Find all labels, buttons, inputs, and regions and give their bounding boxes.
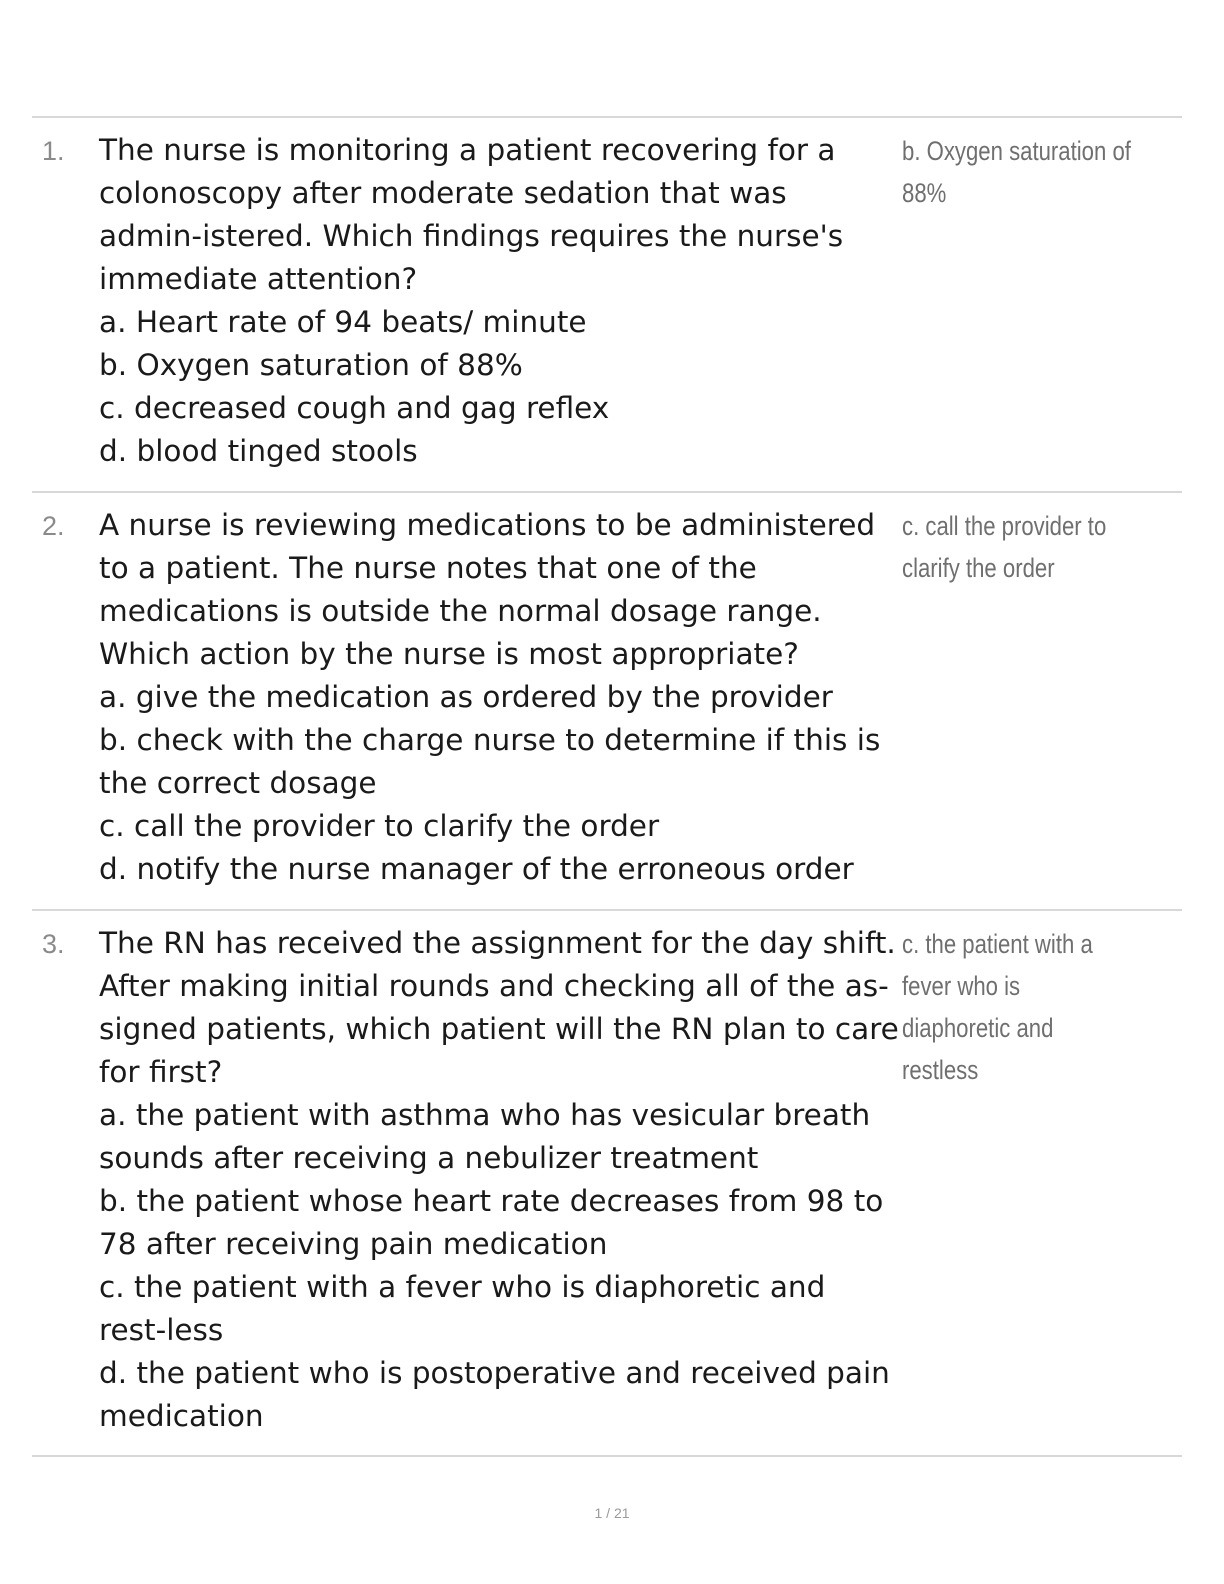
option-a: a. the patient with asthma who has vesicular breath sounds after receiving a nebulizer treatment — [99, 1098, 871, 1175]
page-indicator: 1 / 21 — [594, 1505, 630, 1521]
question-text — [99, 129, 899, 473]
option-a: a. give the medication as ordered by the provider — [99, 680, 833, 714]
flashcard-3 — [32, 913, 1182, 1453]
option-b: b. Oxygen saturation of 88% — [99, 348, 523, 382]
option-d: d. the patient who is postoperative and received pain medication — [99, 1356, 890, 1433]
question-number: 3. — [42, 929, 65, 959]
question-text — [99, 504, 899, 891]
question-number: 1. — [42, 136, 65, 166]
question-text — [99, 922, 899, 1438]
divider — [32, 1455, 1182, 1457]
flashcard-1 — [32, 120, 1182, 490]
option-b: b. the patient whose heart rate decreases from 98 to 78 after receiving pain medication — [99, 1184, 884, 1261]
question-stem: The RN has received the assignment for the day shift. After making initial rounds and checking all of the as-signed patients, which patient will the RN plan to care for first? — [99, 926, 899, 1089]
divider — [32, 491, 1182, 493]
option-c: c. call the provider to clarify the order — [99, 809, 660, 843]
option-b: b. check with the charge nurse to determine if this is the correct dosage — [99, 723, 881, 800]
question-number: 2. — [42, 511, 65, 541]
flashcard-2 — [32, 495, 1182, 905]
option-d: d. notify the nurse manager of the erroneous order — [99, 852, 854, 886]
answer-text: c. call the provider to clarify the order — [902, 511, 1107, 583]
divider — [32, 909, 1182, 911]
divider — [32, 116, 1182, 118]
answer-text: b. Oxygen saturation of 88% — [902, 136, 1131, 208]
answer-text: c. the patient with a fever who is diaphoretic and restless — [902, 929, 1093, 1085]
option-c: c. decreased cough and gag reflex — [99, 391, 610, 425]
option-d: d. blood tinged stools — [99, 434, 418, 468]
question-stem: A nurse is reviewing medications to be administered to a patient. The nurse notes that one of the medications is outside the normal dosage range. Which action by the nurse is most appropriate? — [99, 508, 876, 671]
option-a: a. Heart rate of 94 beats/ minute — [99, 305, 587, 339]
option-c: c. the patient with a fever who is diaphoretic and rest-less — [99, 1270, 826, 1347]
question-stem: The nurse is monitoring a patient recovering for a colonoscopy after moderate sedation that was admin-istered. Which findings requires the nurse's immediate attention? — [99, 133, 844, 296]
